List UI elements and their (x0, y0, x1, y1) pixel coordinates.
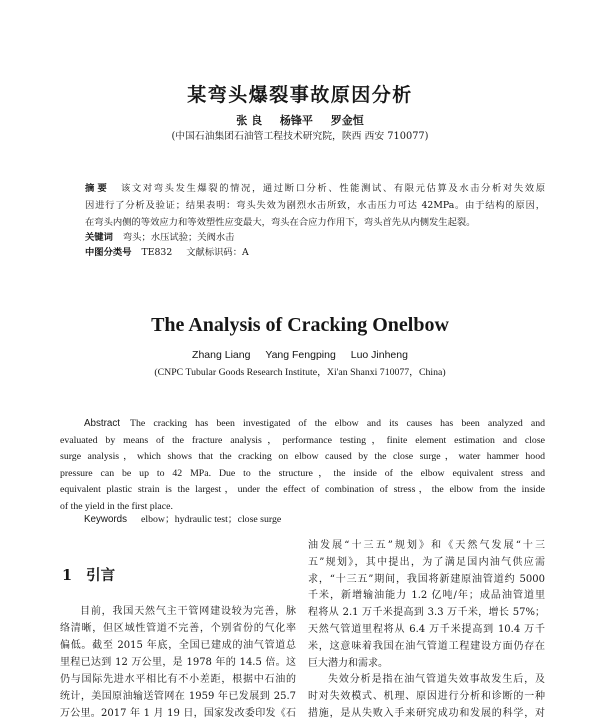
en-author: Luo Jinheng (350, 349, 408, 361)
en-abstract (60, 416, 545, 516)
right-column (308, 538, 545, 723)
body-line: 措施，是从失败入手来研究成功和发展的科学，对 (308, 707, 545, 719)
en-title: The Analysis of Cracking Onelbow (151, 314, 449, 336)
body-line: 目前，我国天然气主干管网建设较为完善，脉 (80, 606, 296, 617)
body-line: 失效分析是指在油气管道失效事故发生后，及 (328, 674, 545, 686)
en-abstract-line: evaluated by means of the fracture analysis，performance testing，finite element estimation and close (60, 434, 545, 446)
en-abstract-text: The cracking has been investigated of the elbow and its causes has been analyzed and (130, 418, 545, 429)
body-line: 天然气管道里程将从 6.4 万千米提高到 10.4 万千 (308, 623, 545, 635)
body-line: 求，“十三五”期间，我国将新建原油管道约 5000 (308, 573, 545, 585)
body-line: 络清晰，但区域性管道不完善，个别省份的气化率 (60, 623, 296, 634)
cn-keywords-value: 弯头；水压试验；关阀水击 (122, 232, 235, 243)
cn-classification-label: 中图分类号 (85, 247, 132, 258)
body-line: 米，这意味着我国在油气管道工程建设方面仍存在 (308, 640, 545, 652)
body-line: 巨大潜力和需求。 (308, 657, 388, 669)
body-line: 万公里。2017 年 1 月 19 日，国家发改委印发《石 (60, 708, 296, 719)
body-line: 千米，新增输油能力 1.2 亿吨/年；成品油管道里 (308, 590, 545, 602)
cn-author: 罗金恒 (330, 114, 364, 127)
body-line: 仍与国际先进水平相比有不小差距，根据中石油的 (60, 674, 296, 685)
cn-abstract-label: 摘 要 (85, 183, 107, 194)
body-line: 里程已达到 12 万公里，是 1978 年的 14.5 倍。这 (60, 657, 296, 668)
left-column (60, 603, 296, 722)
cn-abstract-line: 在弯头内侧的等效应力和等效塑性应变最大，弯头在合应力作用下，弯头首先从内侧发生起裂。 (85, 217, 476, 228)
en-affiliation: (CNPC Tubular Goods Research Institute，Xi'an Shanxi 710077，China) (154, 367, 446, 378)
cn-classification-code: TE832 (141, 247, 173, 258)
section-title: 引言 (86, 567, 116, 584)
cn-document-id: 文献标识码：A (186, 247, 249, 258)
body-line: 程将从 2.1 万千米提高到 3.3 万千米，增长 57%； (308, 607, 545, 619)
en-author: Yang Fengping (265, 349, 336, 361)
en-abstract-line (60, 416, 545, 433)
en-abstract-line: equivalent plastic strain is the largest，under the effect of combination of stress，the elbow from the inside (60, 484, 545, 496)
body-line: 偏低。截至 2015 年底，全国已建成的油气管道总 (60, 640, 296, 651)
en-abstract-label: Abstract (84, 418, 120, 429)
en-abstract-line: surge analysis，which shows that the cracking on elbow caused by the close surge，water hammer hood (60, 451, 545, 463)
section-heading (62, 566, 115, 586)
cn-author: 张 良 (236, 114, 263, 127)
body-line: 五”规划》，其中提出，为了满足国内油气供应需 (308, 556, 545, 568)
en-abstract-line: of the yield in the first place. (60, 500, 173, 512)
body-line: 统计，美国原油输送管网在 1959 年已发展到 25.7 (60, 691, 296, 702)
section-number: 1 (62, 567, 73, 584)
cn-abstract-line (85, 180, 545, 197)
cn-authors (0, 113, 600, 129)
cn-keywords (85, 230, 545, 245)
en-abstract-line: pressure can be up to 42 MPa. Due to the structure，the inside of the elbow equivalent stress and (60, 467, 545, 479)
cn-abstract (85, 180, 545, 231)
body-line: 时对失效模式、机理、原因进行分析和诊断的一种 (308, 691, 545, 703)
en-authors (0, 348, 600, 363)
cn-title: 某弯头爆裂事故原因分析 (187, 84, 413, 106)
en-keywords-value: elbow；hydraulic test；close surge (141, 514, 282, 525)
en-author: Zhang Liang (192, 349, 251, 361)
cn-abstract-text: 该文对弯头发生爆裂的情况，通过断口分析、性能测试、有限元估算及水击分析对失效原 (121, 183, 545, 194)
cn-author: 杨锋平 (279, 114, 313, 127)
en-keywords (84, 512, 544, 527)
cn-classification (85, 245, 545, 260)
body-line: 油发展“十三五”规划》和《天然气发展“十三 (308, 540, 545, 551)
en-keywords-label: Keywords (84, 514, 128, 525)
cn-abstract-line: 因进行了分析及验证；结果表明：弯头失效为剧烈水击所致，水击压力可达 42MPa。由于结构的原因， (85, 200, 545, 211)
cn-affiliation: (中国石油集团石油管工程技术研究院，陕西 西安 710077) (171, 131, 429, 142)
cn-keywords-label: 关键词 (85, 232, 113, 243)
